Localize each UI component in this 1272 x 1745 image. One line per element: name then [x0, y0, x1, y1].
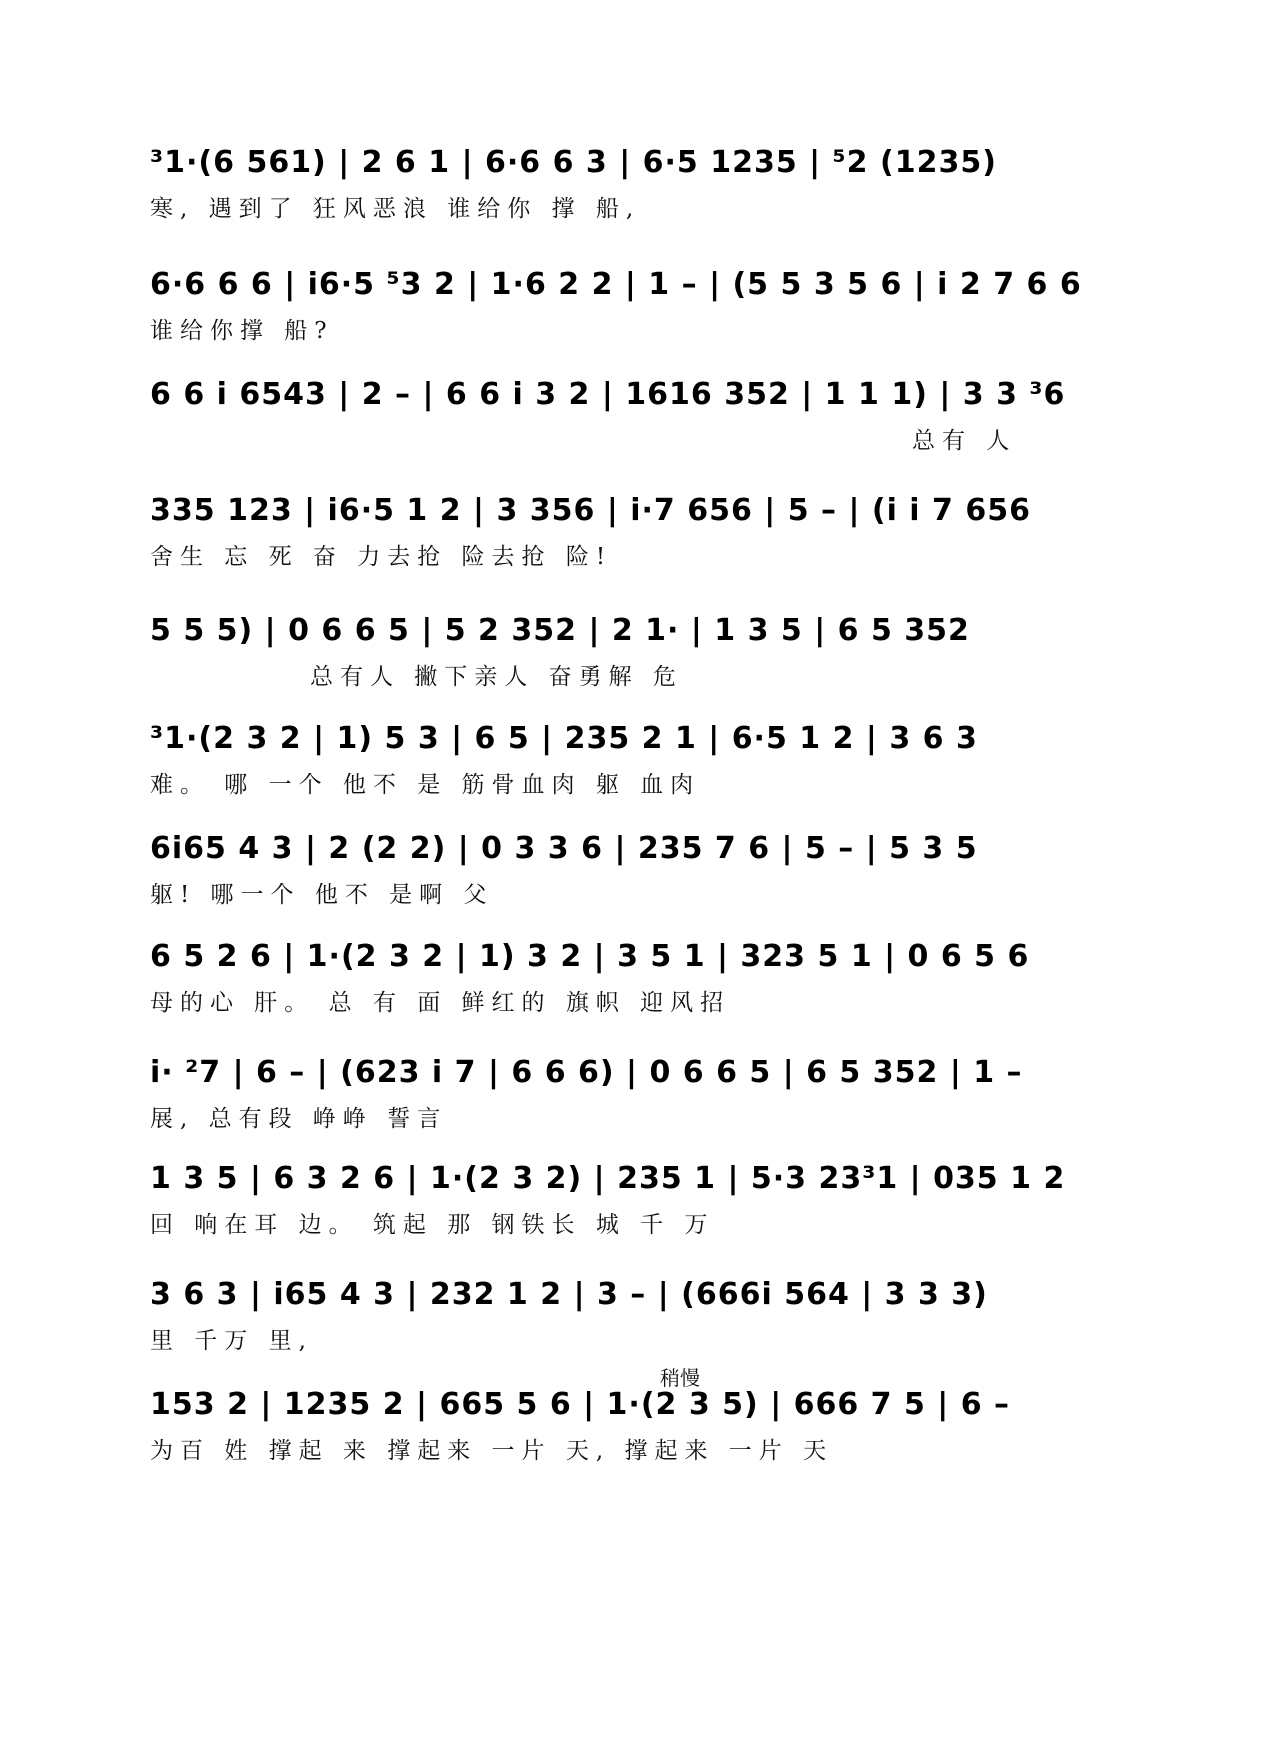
lyric-line: 舍生 忘 死 奋 力去抢 险去抢 险! [150, 544, 613, 570]
lyric-line: 里 千万 里, [150, 1328, 313, 1354]
notation-line: ³1·(2 3 2 | 1) 5 3 | 6 5 | 235 2 1 | 6·5 1 2 | 3 6 3 [150, 721, 978, 756]
notation-line: 5 5 5) | 0 6 6 5 | 5 2 352 | 2 1· | 1 3 5 | 6 5 352 [150, 613, 970, 648]
notation-line: ³1·(6 561) | 2 6 1 | 6·6 6 3 | 6·5 1235 | ⁵2 (1235) [150, 145, 997, 180]
tempo-marking: 稍慢 [660, 1366, 700, 1390]
lyric-line: 为百 姓 撑起 来 撑起来 一片 天, 撑起来 一片 天 [150, 1438, 834, 1464]
notation-line: 6 5 2 6 | 1·(2 3 2 | 1) 3 2 | 3 5 1 | 323 5 1 | 0 6 5 6 [150, 939, 1030, 974]
notation-line: 3 6 3 | i65 4 3 | 232 1 2 | 3 – | (666i 564 | 3 3 3) [150, 1277, 988, 1312]
lyric-line: 难。 哪 一个 他不 是 筋骨血肉 躯 血肉 [150, 772, 701, 798]
lyric-line: 回 响在耳 边。 筑起 那 钢铁长 城 千 万 [150, 1212, 715, 1238]
notation-line: 6·6 6 6 | i6·5 ⁵3 2 | 1·6 2 2 | 1 – | (5 5 3 5 6 | i 2 7 6 6 [150, 267, 1082, 302]
lyric-line: 展, 总有段 峥峥 誓言 [150, 1106, 448, 1132]
lyric-line: 躯! 哪一个 他不 是啊 父 [150, 882, 494, 908]
notation-line: 335 123 | i6·5 1 2 | 3 356 | i·7 656 | 5 – | (i i 7 656 [150, 493, 1031, 528]
notation-line: i· ²7 | 6 – | (623 i 7 | 6 6 6) | 0 6 6 5 | 6 5 352 | 1 – [150, 1055, 1023, 1090]
notation-line: 6 6 i 6543 | 2 – | 6 6 i 3 2 | 1616 352 | 1 1 1) | 3 3 ³6 [150, 377, 1066, 412]
lyric-line: 总有人 撇下亲人 奋勇解 危 [310, 664, 683, 690]
notation-line: 6i65 4 3 | 2 (2 2) | 0 3 3 6 | 235 7 6 | 5 – | 5 3 5 [150, 831, 978, 866]
lyric-line: 寒, 遇到了 狂风恶浪 谁给你 撑 船, [150, 196, 641, 222]
notation-line: 1 3 5 | 6 3 2 6 | 1·(2 3 2) | 235 1 | 5·3 23³1 | 035 1 2 [150, 1161, 1066, 1196]
lyric-line: 母的心 肝。 总 有 面 鲜红的 旗帜 迎风招 [150, 990, 731, 1016]
notation-line: 153 2 | 1235 2 | 665 5 6 | 1·(2 3 5) | 666 7 5 | 6 – [150, 1387, 1011, 1422]
lyric-line: 总有 人 [912, 428, 1017, 454]
lyric-line: 谁给你撑 船? [150, 318, 334, 344]
